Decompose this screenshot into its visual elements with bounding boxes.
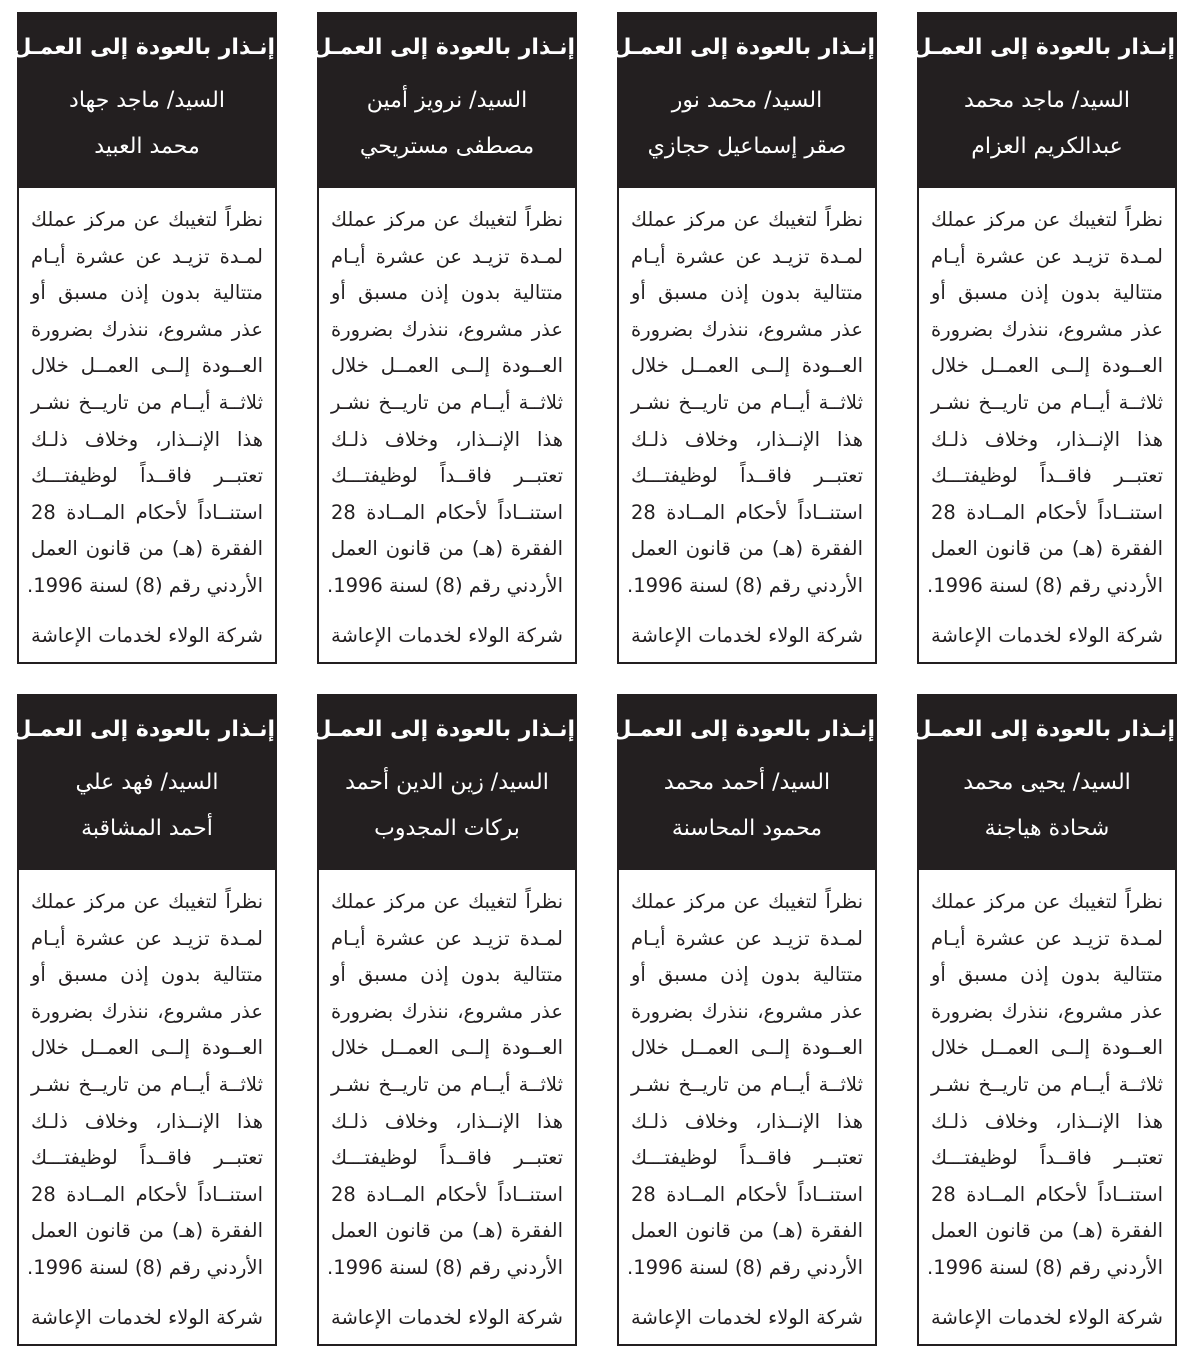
notice-body-line: عذر مشروع، ننذرك بضرورة: [931, 999, 1163, 1023]
notice-body-line: استنــاداً لأحكام المــادة 28: [631, 1182, 863, 1206]
notice-card: [12, 694, 277, 1346]
recipient-name-line-1: السيد/ محمد نور: [671, 88, 823, 113]
recipient-name-line-1: السيد/ نرويز أمين: [366, 88, 528, 113]
notice-body-line: ثلاثــة أيــام من تاريــخ نشـر: [931, 1072, 1163, 1096]
notice-title: إنـذار بالعودة إلى العمـل: [312, 717, 575, 742]
notice-body-line: عذر مشروع، ننذرك بضرورة: [931, 317, 1163, 341]
notice-header: [912, 696, 1175, 870]
notice-body-line: هذا الإنــذار، وخلاف ذلـك: [931, 1109, 1163, 1133]
notice-body-line: هذا الإنــذار، وخلاف ذلـك: [331, 427, 563, 451]
notice-body: [619, 870, 875, 1333]
notice-body: [19, 188, 275, 651]
notice-body-line: تعتبــر فاقــداً لوظيفتـــك: [931, 464, 1163, 488]
recipient-name-line-2: عبدالكريم العزام: [971, 134, 1123, 159]
notice-body-line: نظراً لتغيبك عن مركز عملك: [331, 890, 563, 913]
notice-body-line: لمـدة تزيـد عن عشرة أيـام: [931, 244, 1163, 268]
notice-body-line: العــودة إلــى العمــل خلال: [31, 1036, 263, 1060]
notice-body-line: متتالية بدون إذن مسبق أو: [631, 963, 863, 987]
notice-body-line: العــودة إلــى العمــل خلال: [31, 354, 263, 378]
notice-body-line: متتالية بدون إذن مسبق أو: [931, 963, 1163, 987]
notice-body-line: نظراً لتغيبك عن مركز عملك: [31, 890, 263, 913]
notice-body-line: نظراً لتغيبك عن مركز عملك: [331, 208, 563, 231]
notice-body-line: تعتبــر فاقــداً لوظيفتـــك: [31, 464, 263, 488]
recipient-name-line-1: السيد/ زين الدين أحمد: [345, 770, 549, 795]
notice-body-line: متتالية بدون إذن مسبق أو: [31, 963, 263, 987]
notice-body-line: استنــاداً لأحكام المــادة 28: [31, 500, 263, 524]
notice-body-line: متتالية بدون إذن مسبق أو: [331, 963, 563, 987]
recipient-name-line-2: مصطفى مستريحي: [359, 134, 535, 159]
notice-body-line: تعتبــر فاقــداً لوظيفتـــك: [631, 1146, 863, 1170]
notice-body-line: العــودة إلــى العمــل خلال: [631, 1036, 863, 1060]
company-signature: شركة الولاء لخدمات الإعاشة: [331, 623, 563, 647]
notice-body-line: هذا الإنــذار، وخلاف ذلـك: [631, 1109, 863, 1133]
company-signature: شركة الولاء لخدمات الإعاشة: [31, 623, 263, 647]
notice-body-line: ثلاثــة أيــام من تاريــخ نشـر: [31, 1072, 263, 1096]
notice-body-line: متتالية بدون إذن مسبق أو: [31, 281, 263, 305]
notice-body-line: عذر مشروع، ننذرك بضرورة: [31, 999, 263, 1023]
notice-body-line: تعتبــر فاقــداً لوظيفتـــك: [631, 464, 863, 488]
recipient-name-line-1: السيد/ يحيى محمد: [963, 770, 1131, 795]
notice-body-line: الأردني رقم (8) لسنة 1996.: [27, 1255, 263, 1279]
notice-body-line: تعتبــر فاقــداً لوظيفتـــك: [931, 1146, 1163, 1170]
notice-body-line: هذا الإنــذار، وخلاف ذلـك: [31, 1109, 263, 1133]
notice-header: [312, 696, 575, 870]
recipient-name-line-2: صقر إسماعيل حجازي: [647, 134, 847, 159]
notice-body-line: لمـدة تزيـد عن عشرة أيـام: [31, 926, 263, 950]
notice-body-line: الفقرة (هـ) من قانون العمل: [31, 537, 263, 561]
recipient-name-line-1: السيد/ أحمد محمد: [663, 770, 831, 795]
notice-title: إنـذار بالعودة إلى العمـل: [612, 35, 875, 60]
notice-body-line: لمـدة تزيـد عن عشرة أيـام: [331, 926, 563, 950]
recipient-name-line-2: أحمد المشاقبة: [81, 816, 213, 841]
notice-body-line: استنــاداً لأحكام المــادة 28: [931, 1182, 1163, 1206]
notice-title: إنـذار بالعودة إلى العمـل: [612, 717, 875, 742]
notice-body-line: الفقرة (هـ) من قانون العمل: [331, 537, 563, 561]
notice-body-line: الأردني رقم (8) لسنة 1996.: [27, 573, 263, 597]
notice-body-line: الفقرة (هـ) من قانون العمل: [331, 1219, 563, 1243]
notice-body: [919, 188, 1175, 651]
notice-body-line: تعتبــر فاقــداً لوظيفتـــك: [331, 1146, 563, 1170]
notice-title: إنـذار بالعودة إلى العمـل: [12, 717, 275, 742]
notice-body: [619, 188, 875, 651]
recipient-name-line-1: السيد/ ماجد محمد: [964, 88, 1130, 113]
notice-body: [919, 870, 1175, 1333]
notice-body-line: لمـدة تزيـد عن عشرة أيـام: [331, 244, 563, 268]
notice-body-line: الأردني رقم (8) لسنة 1996.: [327, 573, 563, 597]
notice-body-line: ثلاثــة أيــام من تاريــخ نشـر: [631, 390, 863, 414]
notice-body-line: الفقرة (هـ) من قانون العمل: [631, 1219, 863, 1243]
notice-title: إنـذار بالعودة إلى العمـل: [912, 717, 1175, 742]
notice-body-line: هذا الإنــذار، وخلاف ذلـك: [631, 427, 863, 451]
notice-body-line: الفقرة (هـ) من قانون العمل: [931, 1219, 1163, 1243]
notice-body-line: الأردني رقم (8) لسنة 1996.: [927, 573, 1163, 597]
notice-body-line: لمـدة تزيـد عن عشرة أيـام: [631, 244, 863, 268]
notice-body-line: الأردني رقم (8) لسنة 1996.: [627, 573, 863, 597]
notice-header: [12, 696, 275, 870]
notice-card: [912, 694, 1177, 1346]
notice-card: [312, 694, 577, 1346]
notice-body-line: ثلاثــة أيــام من تاريــخ نشـر: [31, 390, 263, 414]
notice-body-line: عذر مشروع، ننذرك بضرورة: [331, 317, 563, 341]
notice-body-line: الفقرة (هـ) من قانون العمل: [631, 537, 863, 561]
notice-body-line: نظراً لتغيبك عن مركز عملك: [631, 208, 863, 231]
notice-body: [19, 870, 275, 1333]
notice-body-line: عذر مشروع، ننذرك بضرورة: [31, 317, 263, 341]
notice-body-line: العــودة إلــى العمــل خلال: [931, 1036, 1163, 1060]
notice-body-line: استنــاداً لأحكام المــادة 28: [31, 1182, 263, 1206]
notice-body-line: استنــاداً لأحكام المــادة 28: [331, 1182, 563, 1206]
notice-body-line: استنــاداً لأحكام المــادة 28: [331, 500, 563, 524]
notice-body-line: الفقرة (هـ) من قانون العمل: [931, 537, 1163, 561]
notice-card: [912, 12, 1177, 664]
notice-header: [12, 14, 275, 188]
recipient-name-line-1: السيد/ ماجد جهاد: [69, 88, 225, 113]
company-signature: شركة الولاء لخدمات الإعاشة: [31, 1305, 263, 1329]
notice-body-line: هذا الإنــذار، وخلاف ذلـك: [931, 427, 1163, 451]
notice-body-line: متتالية بدون إذن مسبق أو: [931, 281, 1163, 305]
notice-body-line: ثلاثــة أيــام من تاريــخ نشـر: [631, 1072, 863, 1096]
notice-header: [312, 14, 575, 188]
notice-body-line: هذا الإنــذار، وخلاف ذلـك: [331, 1109, 563, 1133]
notice-body-line: عذر مشروع، ننذرك بضرورة: [331, 999, 563, 1023]
notice-body-line: نظراً لتغيبك عن مركز عملك: [931, 890, 1163, 913]
notice-body-line: نظراً لتغيبك عن مركز عملك: [631, 890, 863, 913]
company-signature: شركة الولاء لخدمات الإعاشة: [931, 623, 1163, 647]
notice-body-line: نظراً لتغيبك عن مركز عملك: [31, 208, 263, 231]
notice-body-line: العــودة إلــى العمــل خلال: [331, 1036, 563, 1060]
notice-body-line: لمـدة تزيـد عن عشرة أيـام: [931, 926, 1163, 950]
notice-title: إنـذار بالعودة إلى العمـل: [912, 35, 1175, 60]
recipient-name-line-1: السيد/ فهد علي: [75, 770, 219, 795]
notice-header: [612, 14, 875, 188]
notice-body-line: هذا الإنــذار، وخلاف ذلـك: [31, 427, 263, 451]
notice-body-line: العــودة إلــى العمــل خلال: [631, 354, 863, 378]
notice-body-line: ثلاثــة أيــام من تاريــخ نشـر: [931, 390, 1163, 414]
company-signature: شركة الولاء لخدمات الإعاشة: [931, 1305, 1163, 1329]
notice-body: [319, 188, 575, 651]
notice-body-line: متتالية بدون إذن مسبق أو: [331, 281, 563, 305]
notice-header: [612, 696, 875, 870]
recipient-name-line-2: محمد العبيد: [94, 134, 200, 159]
notice-body-line: العــودة إلــى العمــل خلال: [331, 354, 563, 378]
notice-body-line: الأردني رقم (8) لسنة 1996.: [327, 1255, 563, 1279]
notice-body-line: تعتبــر فاقــداً لوظيفتـــك: [331, 464, 563, 488]
notice-body-line: الأردني رقم (8) لسنة 1996.: [927, 1255, 1163, 1279]
notice-body-line: الأردني رقم (8) لسنة 1996.: [627, 1255, 863, 1279]
notice-body-line: العــودة إلــى العمــل خلال: [931, 354, 1163, 378]
notice-body-line: لمـدة تزيـد عن عشرة أيـام: [631, 926, 863, 950]
notice-body-line: عذر مشروع، ننذرك بضرورة: [631, 317, 863, 341]
notice-body: [319, 870, 575, 1333]
notice-card: [12, 12, 277, 664]
company-signature: شركة الولاء لخدمات الإعاشة: [631, 1305, 863, 1329]
notice-title: إنـذار بالعودة إلى العمـل: [312, 35, 575, 60]
notice-body-line: تعتبــر فاقــداً لوظيفتـــك: [31, 1146, 263, 1170]
notice-card: [612, 12, 877, 664]
notice-body-line: ثلاثــة أيــام من تاريــخ نشـر: [331, 390, 563, 414]
notice-body-line: استنــاداً لأحكام المــادة 28: [931, 500, 1163, 524]
notice-card: [612, 694, 877, 1346]
recipient-name-line-2: بركات المجدوب: [374, 816, 520, 841]
notice-body-line: الفقرة (هـ) من قانون العمل: [31, 1219, 263, 1243]
notice-title: إنـذار بالعودة إلى العمـل: [12, 35, 275, 60]
recipient-name-line-2: شحادة هياجنة: [984, 816, 1110, 841]
notice-body-line: استنــاداً لأحكام المــادة 28: [631, 500, 863, 524]
notice-body-line: نظراً لتغيبك عن مركز عملك: [931, 208, 1163, 231]
notice-body-line: متتالية بدون إذن مسبق أو: [631, 281, 863, 305]
notice-header: [912, 14, 1175, 188]
recipient-name-line-2: محمود المحاسنة: [671, 816, 823, 841]
notice-body-line: ثلاثــة أيــام من تاريــخ نشـر: [331, 1072, 563, 1096]
notice-body-line: عذر مشروع، ننذرك بضرورة: [631, 999, 863, 1023]
notice-card: [312, 12, 577, 664]
company-signature: شركة الولاء لخدمات الإعاشة: [631, 623, 863, 647]
company-signature: شركة الولاء لخدمات الإعاشة: [331, 1305, 563, 1329]
notice-body-line: لمـدة تزيـد عن عشرة أيـام: [31, 244, 263, 268]
